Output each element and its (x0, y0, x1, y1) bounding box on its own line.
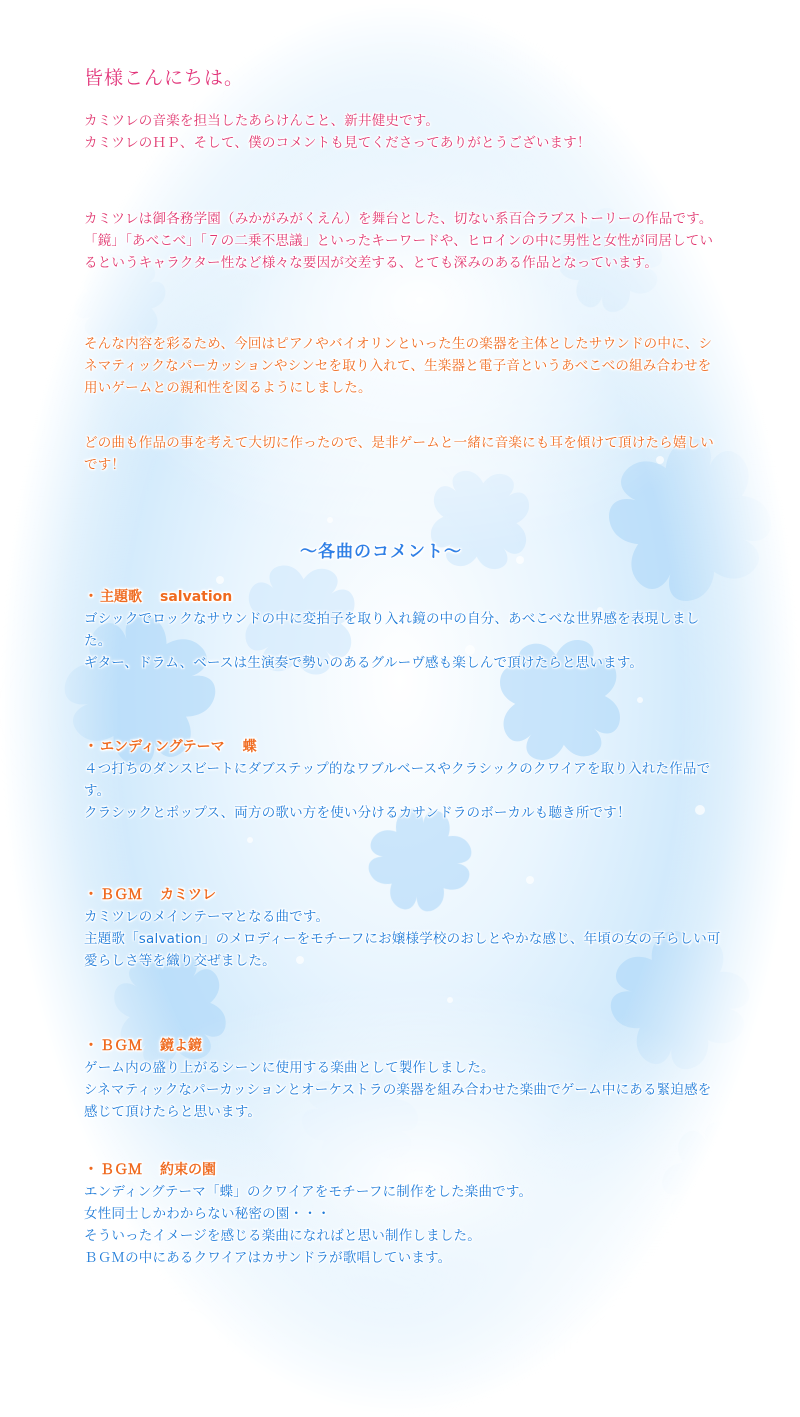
bullet: ・ (84, 1038, 98, 1054)
song-line: ４つ打ちのダンスビートにダブステップ的なワブルベースやクラシックのクワイアを取り入れた作品です。 (84, 761, 711, 799)
song-line: 主題歌「salvation」のメロディーをモチーフにお嬢様学校のおしとやかな感じ、年頃の女の子らしい可愛らしさ等を織り交ぜました。 (84, 931, 721, 969)
song-description (84, 608, 724, 674)
song-heading (84, 736, 724, 758)
song-line: 女性同士しかわからない秘密の園・・・ (84, 1206, 331, 1222)
song-title: 蝶 (242, 739, 257, 755)
song-comment (84, 736, 724, 824)
intro-line: カミツレは御各務学園（みかがみがくえん）を舞台とした、切ない系百合ラブストーリーの作品です。 (84, 211, 713, 227)
song-heading (84, 1159, 724, 1181)
intro-paragraph (84, 333, 724, 399)
song-line: クラシックとポップス、両方の歌い方を使い分けるカサンドラのボーカルも聴き所です！ (84, 805, 631, 821)
song-line: エンディングテーマ「蝶」のクワイアをモチーフに制作をした楽曲です。 (84, 1184, 533, 1200)
bullet: ・ (84, 1162, 98, 1178)
song-title: 鏡よ鏡 (160, 1038, 202, 1054)
intro-line: 「鏡」「あべこべ」「７の二乗不思議」といったキーワードや、ヒロインの中に男性と女性が同居しているというキャラクター性など様々な要因が交差する、とても深みのある作品となっています。 (84, 233, 714, 271)
song-type: ＢＧＭ (100, 887, 142, 903)
song-description (84, 1181, 724, 1269)
bullet: ・ (84, 589, 98, 605)
section-title: 〜各曲のコメント〜 (300, 542, 462, 562)
song-heading (84, 884, 724, 906)
song-type: 主題歌 (100, 589, 142, 605)
song-line: ＢＧＭの中にあるクワイアはカサンドラが歌唱しています。 (84, 1250, 452, 1266)
song-line: カミツレのメインテーマとなる曲です。 (84, 909, 330, 925)
bullet: ・ (84, 887, 98, 903)
song-line: そういったイメージを感じる楽曲になればと思い制作しました。 (84, 1228, 481, 1244)
song-line: ゴシックでロックなサウンドの中に変拍子を取り入れ鏡の中の自分、あべこべな世界感を表現しました。 (84, 611, 700, 649)
song-heading (84, 586, 724, 608)
song-type: エンディングテーマ (100, 739, 225, 755)
intro-line: カミツレのＨＰ、そして、僕のコメントも見てくださってありがとうございます！ (84, 135, 591, 151)
song-comment (84, 586, 724, 674)
song-line: シネマティックなパーカッションとオーケストラの楽器を組み合わせた楽曲でゲーム中にある緊迫感を感じて頂けたらと思います。 (84, 1082, 712, 1120)
bullet: ・ (84, 739, 98, 755)
song-comment (84, 1159, 724, 1269)
song-line: ギター、ドラム、ベースは生演奏で勢いのあるグルーヴ感も楽しんで頂けたらと思います。 (84, 655, 644, 671)
song-comment (84, 884, 724, 972)
intro-line: そんな内容を彩るため、今回はピアノやバイオリンといった生の楽器を主体としたサウンドの中に、シネマティックなパーカッションやシンセを取り入れて、生楽器と電子音というあべこべの組み合わせを用いゲームとの親和性を図るようにしました。 (84, 336, 713, 396)
song-line: ゲーム内の盛り上がるシーンに使用する楽曲として製作しました。 (84, 1060, 495, 1076)
song-title: salvation (160, 589, 233, 605)
intro-line: カミツレの音楽を担当したあらけんこと、新井健史です。 (84, 113, 440, 129)
song-description (84, 1057, 724, 1123)
intro-paragraph (84, 208, 724, 274)
intro-paragraph (84, 110, 724, 154)
greeting-heading: 皆様こんにちは。 (84, 67, 245, 89)
song-comment (84, 1035, 724, 1123)
song-description (84, 758, 724, 824)
intro-line: どの曲も作品の事を考えて大切に作ったので、是非ゲームと一緒に音楽にも耳を傾けて頂けたら嬉しいです！ (84, 435, 714, 473)
song-title: 約束の園 (160, 1162, 216, 1178)
song-heading (84, 1035, 724, 1057)
song-description (84, 906, 724, 972)
song-type: ＢＧＭ (100, 1162, 142, 1178)
intro-paragraph (84, 432, 724, 476)
song-type: ＢＧＭ (100, 1038, 142, 1054)
song-title: カミツレ (160, 887, 216, 903)
